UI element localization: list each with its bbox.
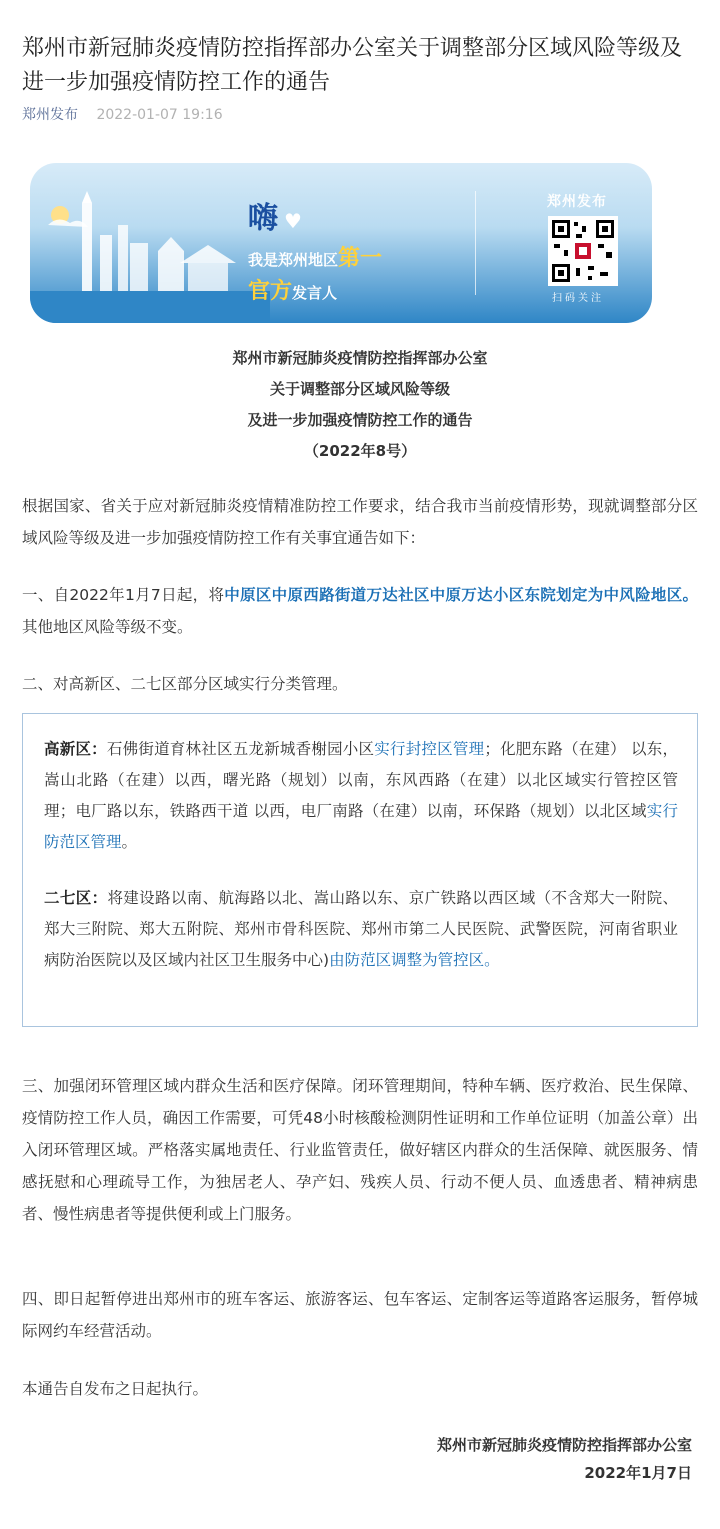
signature-org: 郑州市新冠肺炎疫情防控指挥部办公室	[436, 1436, 692, 1454]
publish-date: 2022-01-07 19:16	[96, 107, 223, 123]
erqi-adjust-text: 由防范区调整为管控区。	[329, 951, 500, 969]
zone-management-box	[22, 713, 698, 1027]
section-2-title: 二、对高新区、二七区部分区域实行分类管理。	[22, 675, 348, 693]
promo-banner	[30, 163, 652, 323]
banner-hi: 嗨	[248, 201, 278, 236]
qr-brand-logo: 郑州发布	[547, 194, 607, 210]
erqi-paragraph	[44, 883, 678, 976]
notice-heading-line2: 关于调整部分区域风险等级	[269, 380, 450, 398]
erqi-text: 将建设路以南、航海路以北、嵩山路以东、京广铁路以西区域（不含郑大一附院、郑大三附院、郑大五附院、郑州市骨科医院、郑州市第二人民医院、武警医院，河南省职业病防治医院以及区域内社区卫生服务中心)	[44, 889, 678, 969]
gaoxin-paragraph	[44, 734, 678, 858]
signature-date: 2022年1月7日	[584, 1464, 692, 1482]
notice-heading-line1: 郑州市新冠肺炎疫情防控指挥部办公室	[232, 349, 488, 367]
closing-line: 本通告自发布之日起执行。	[22, 1380, 209, 1398]
erqi-label: 二七区：	[44, 889, 108, 907]
section-1-suffix: 其他地区风险等级不变。	[22, 618, 193, 636]
section-3: 三、加强闭环管理区域内群众生活和医疗保障。闭环管理期间，特种车辆、医疗救治、民生保障、疫情防控工作人员，确因工作需要，可凭48小时核酸检测阴性证明和工作单位证明（加盖公章）出入闭环管理区域。严格落实属地责任、行业监管责任，做好辖区内群众的生活保障、就医服务、情感抚慰和心理疏导工作，为独居老人、孕产妇、残疾人员、行动不便人员、血透患者、精神病患者、慢性病患者等提供便利或上门服务。	[22, 1077, 698, 1223]
banner-line2-big: 官方	[248, 279, 293, 304]
qr-caption: 扫码关注	[552, 293, 604, 304]
banner-slogan	[248, 193, 448, 305]
gaoxin-lockdown-text: 实行封控区管理	[374, 740, 485, 758]
banner-divider	[475, 191, 476, 295]
banner-line2: 发言人	[292, 284, 338, 302]
article-meta	[22, 105, 223, 125]
notice-heading-line4: （2022年8号）	[303, 442, 417, 460]
section-4: 四、即日起暂停进出郑州市的班车客运、旅游客运、包车客运、定制客运等道路客运服务，暂停城际网约车经营活动。	[22, 1290, 698, 1340]
banner-line1-big: 第一	[338, 246, 383, 271]
notice-heading	[0, 343, 720, 467]
qr-code-icon[interactable]	[548, 216, 618, 286]
notice-heading-line3: 及进一步加强疫情防控工作的通告	[247, 411, 473, 429]
article-title: 郑州市新冠肺炎疫情防控指挥部办公室关于调整部分区域风险等级及进一步加强疫情防控工作的通告	[22, 36, 683, 95]
banner-line1: 我是郑州地区	[248, 251, 339, 269]
gaoxin-end: 。	[121, 833, 138, 851]
section-1-prefix: 一、自2022年1月7日起，将	[22, 586, 225, 604]
author-link[interactable]: 郑州发布	[22, 107, 78, 123]
gaoxin-text-1: 石佛街道育林社区五龙新城香榭园小区	[106, 740, 375, 758]
intro-paragraph: 根据国家、省关于应对新冠肺炎疫情精准防控工作要求，结合我市当前疫情形势，现就调整部分区域风险等级及进一步加强疫情防控工作有关事宜通告如下：	[22, 497, 698, 547]
section-1	[22, 579, 698, 643]
gaoxin-prevention-text: 实行防范区管理	[44, 802, 678, 851]
section-1-highlight: 中原区中原西路街道万达社区中原万达小区东院划定为中风险地区。	[224, 586, 698, 604]
gaoxin-label: 高新区：	[44, 740, 107, 758]
heart-icon: ♥	[284, 209, 302, 233]
gaoxin-text-2: ；化肥东路（在建） 以东，嵩山北路（在建）以西，曙光路（规划）以南，东风西路（在建）以北区域实行管控区管理；电厂路以东，铁路西干道 以西，电厂南路（在建）以南，环保路（规划）以北区域	[44, 740, 678, 820]
